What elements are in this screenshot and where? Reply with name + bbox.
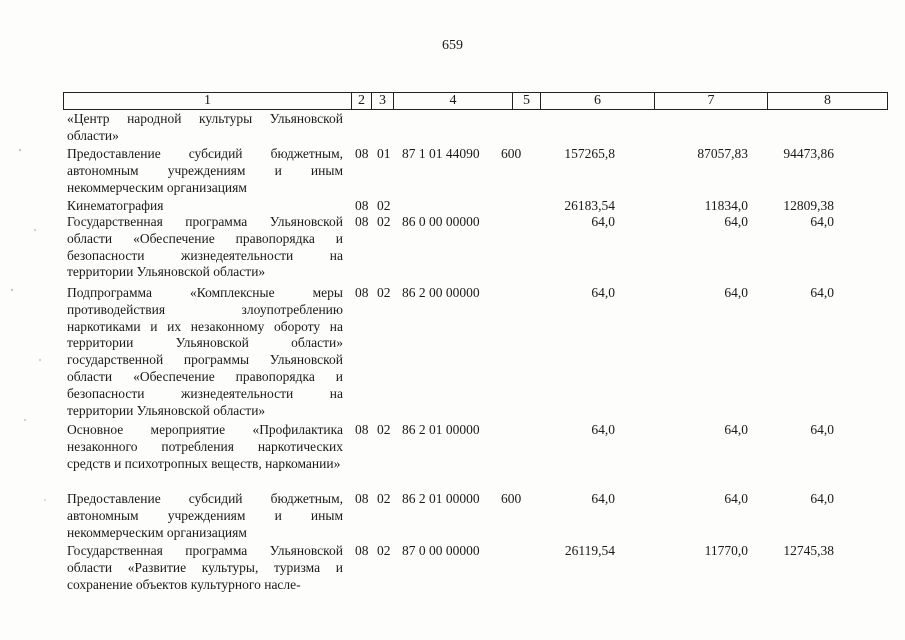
row-amount-6: 64,0 (591, 214, 615, 229)
column-header-8: 8 (768, 93, 888, 110)
row-amount-6: 157265,8 (564, 146, 615, 161)
row-section: 08 (355, 491, 369, 506)
row-name: Предоставление субсидий бюджетным, автономным учреждениям и иным некоммерческим организациям (67, 491, 343, 540)
page-number: 659 (442, 38, 463, 53)
column-header-2: 2 (352, 93, 372, 110)
row-target-code: 86 2 01 00000 (402, 422, 480, 437)
row-name: Государственная программа Ульяновской области «Обеспечение правопорядка и безопасности жизнедеятельности на территории Ульяновской области» (67, 214, 343, 280)
row-amount-7: 87057,83 (697, 146, 748, 161)
row-amount-8: 64,0 (810, 491, 834, 506)
row-amount-7: 64,0 (724, 214, 748, 229)
row-section: 08 (355, 198, 369, 213)
row-section: 08 (355, 422, 369, 437)
row-amount-7: 64,0 (724, 285, 748, 300)
row-section: 08 (355, 543, 369, 558)
row-target-code: 87 0 00 00000 (402, 543, 480, 558)
row-name: Подпрограмма «Комплексные меры противодействия злоупотреблению наркотиками и их незаконному обороту на территории Ульяновской области» государственной программы Ульяновской области «Обеспечение правопорядка и безопасности жизнедеятельности на территории Ульяновской области» (67, 285, 343, 418)
row-subsection: 01 (377, 146, 391, 161)
row-expense-type: 600 (501, 491, 522, 506)
row-name: Предоставление субсидий бюджетным, автономным учреждениям и иным некоммерческим организациям (67, 146, 343, 195)
row-amount-7: 11834,0 (704, 198, 748, 213)
row-amount-8: 12745,38 (783, 543, 834, 558)
row-amount-6: 26183,54 (564, 198, 615, 213)
row-subsection: 02 (377, 198, 391, 213)
row-amount-8: 64,0 (810, 285, 834, 300)
row-section: 08 (355, 214, 369, 229)
row-target-code: 86 2 01 00000 (402, 491, 480, 506)
row-subsection: 02 (377, 543, 391, 558)
row-amount-7: 64,0 (724, 422, 748, 437)
row-amount-6: 64,0 (591, 491, 615, 506)
row-section: 08 (355, 146, 369, 161)
row-amount-8: 64,0 (810, 422, 834, 437)
row-amount-6: 64,0 (591, 285, 615, 300)
row-section: 08 (355, 285, 369, 300)
column-header-4: 4 (394, 93, 513, 110)
row-subsection: 02 (377, 422, 391, 437)
row-name: «Центр народной культуры Ульяновской области» (67, 111, 343, 143)
row-amount-7: 11770,0 (704, 543, 748, 558)
row-amount-6: 64,0 (591, 422, 615, 437)
column-header-3: 3 (372, 93, 394, 110)
row-amount-8: 12809,38 (783, 198, 834, 213)
row-amount-8: 64,0 (810, 214, 834, 229)
column-header-7: 7 (655, 93, 768, 110)
row-name: Кинематография (67, 198, 164, 213)
row-subsection: 02 (377, 214, 391, 229)
row-target-code: 86 2 00 00000 (402, 285, 480, 300)
column-header-6: 6 (541, 93, 655, 110)
row-subsection: 02 (377, 285, 391, 300)
row-name: Основное мероприятие «Профилактика незаконного потребления наркотических средств и психотропных веществ, наркомании» (67, 422, 343, 471)
row-name: Государственная программа Ульяновской области «Развитие культуры, туризма и сохранение объектов культурного насле- (67, 543, 343, 592)
row-expense-type: 600 (501, 146, 522, 161)
row-amount-7: 64,0 (724, 491, 748, 506)
row-amount-8: 94473,86 (783, 146, 834, 161)
column-header-1: 1 (64, 93, 352, 110)
row-target-code: 86 0 00 00000 (402, 214, 480, 229)
row-subsection: 02 (377, 491, 391, 506)
row-target-code: 87 1 01 44090 (402, 146, 480, 161)
column-header-5: 5 (513, 93, 541, 110)
row-amount-6: 26119,54 (564, 543, 615, 558)
